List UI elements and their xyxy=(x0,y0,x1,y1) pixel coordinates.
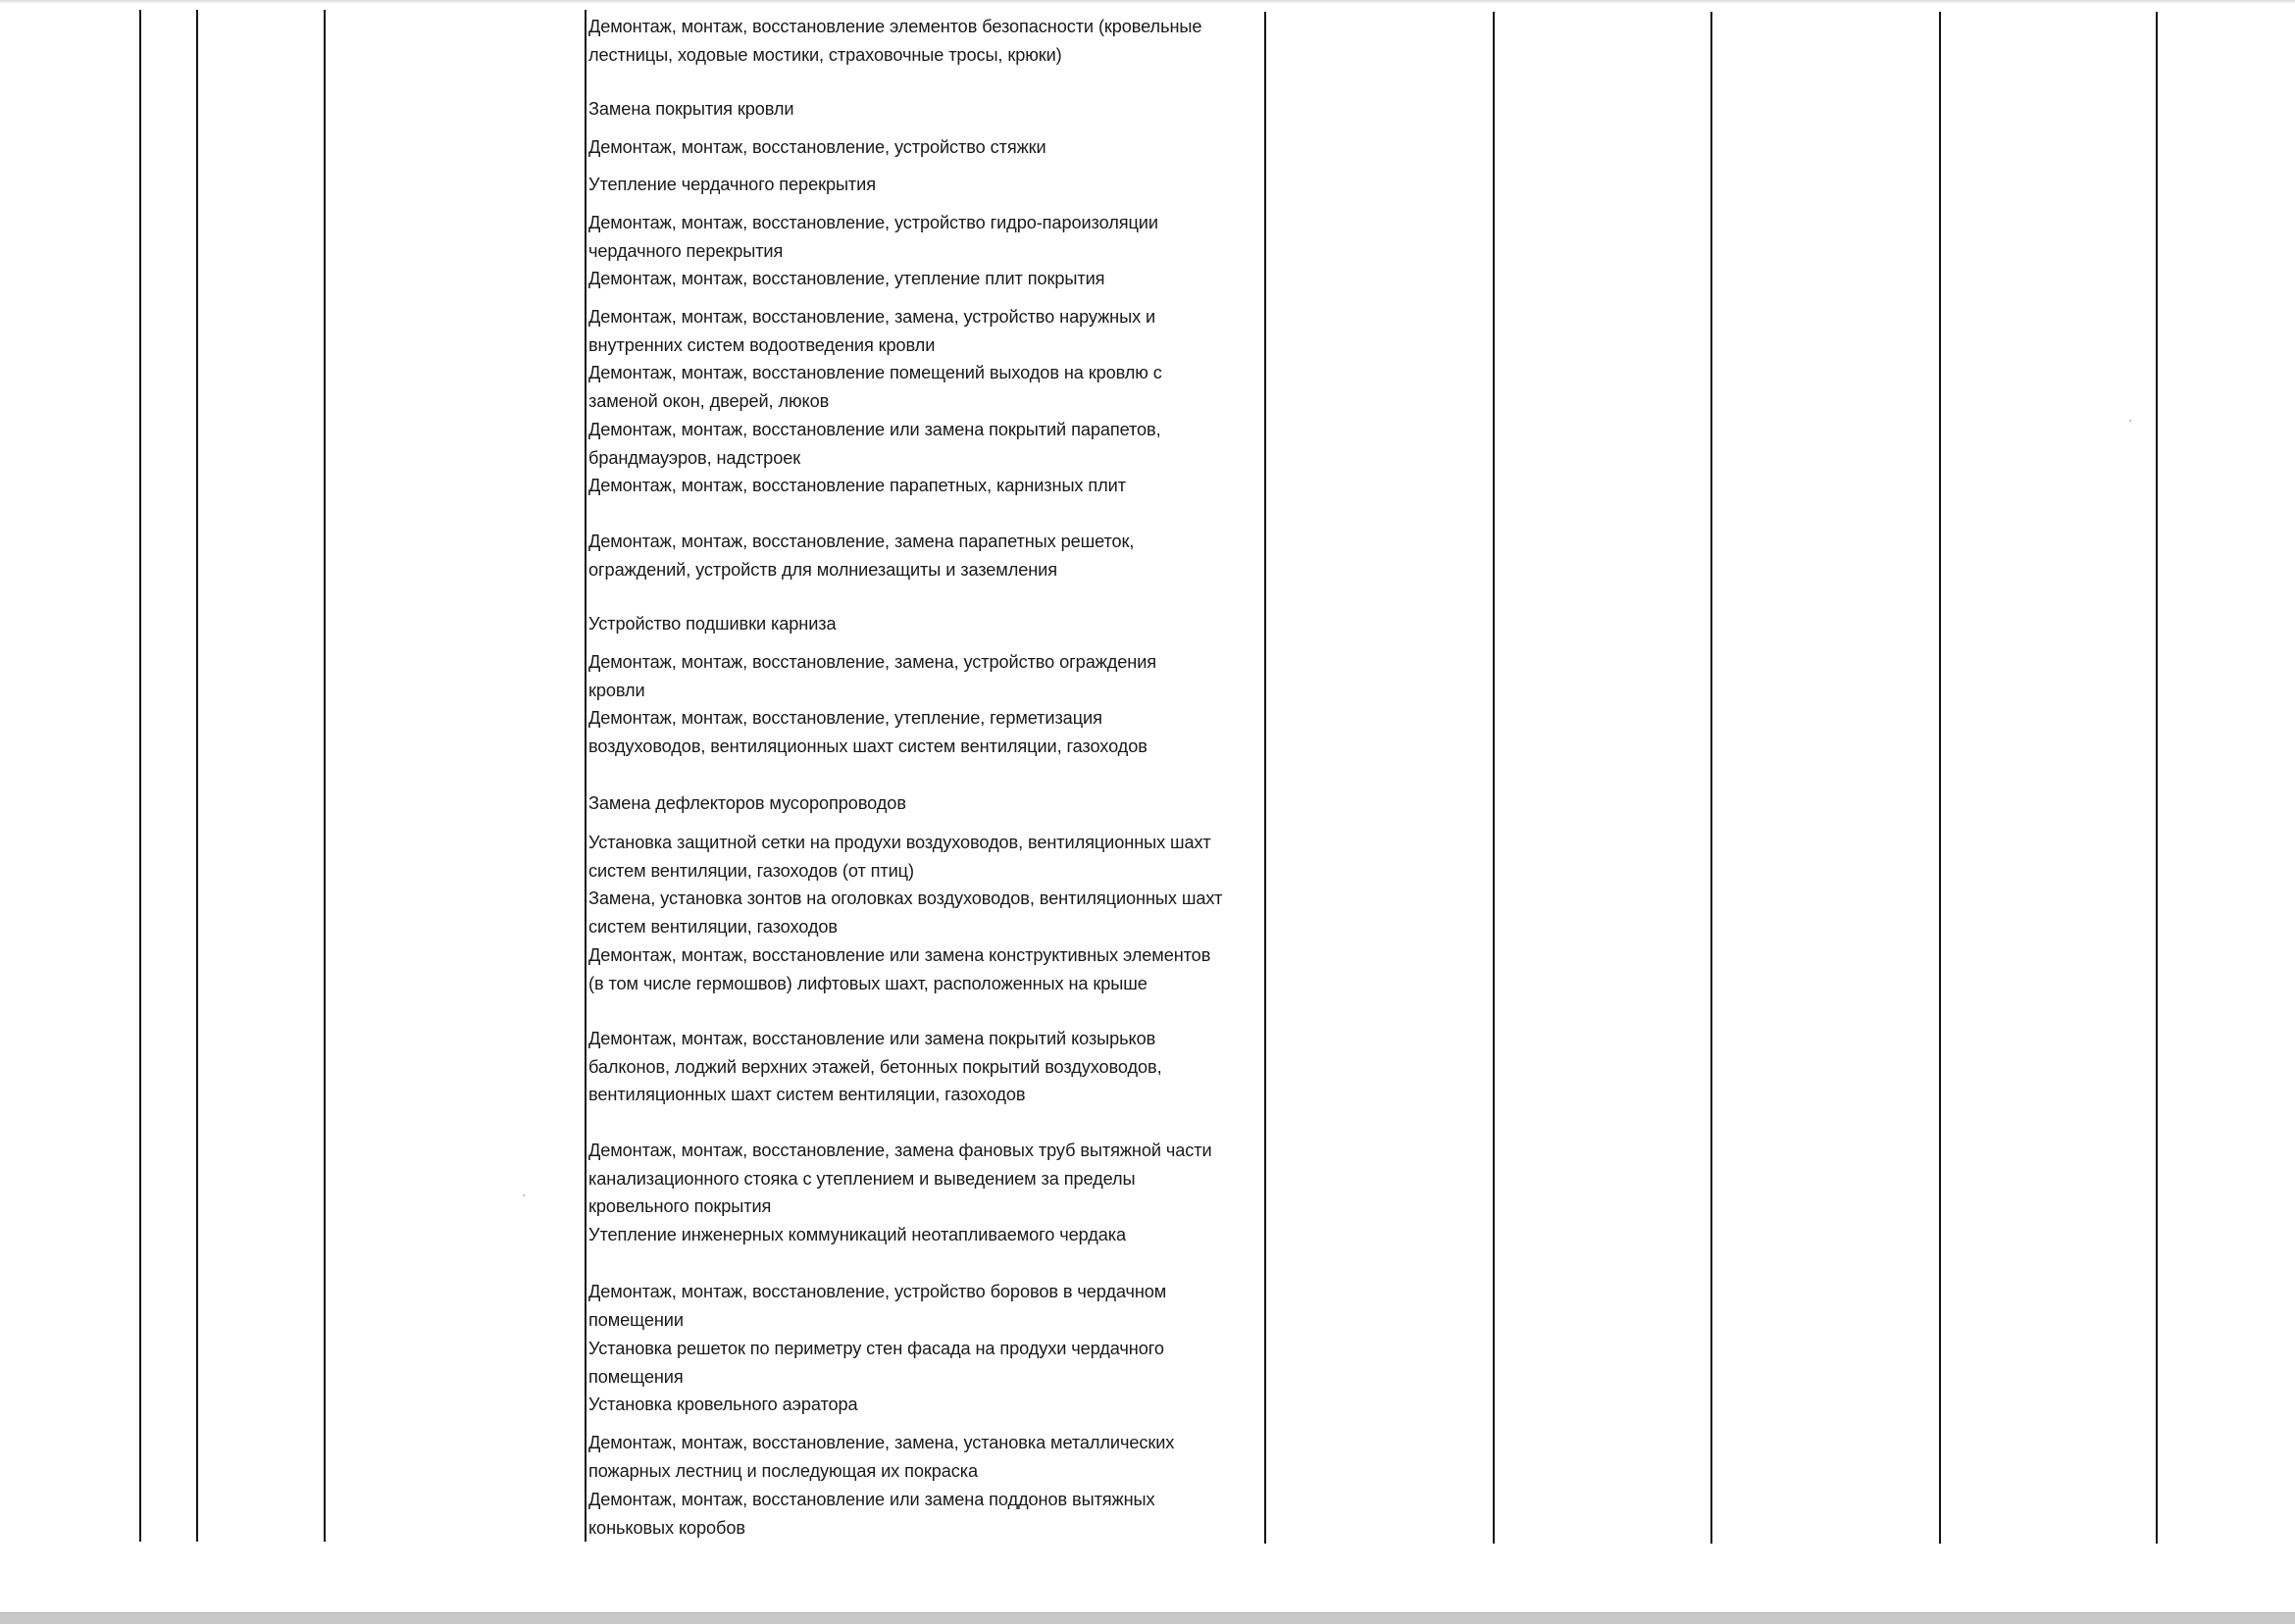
work-item: Демонтаж, монтаж, восстановление, замена парапетных решеток, ограждений, устройств для молниезащиты и заземления xyxy=(588,532,1135,580)
column-rule-4 xyxy=(585,10,586,1542)
column-rule-7 xyxy=(1710,12,1712,1544)
column-rule-8 xyxy=(1939,12,1941,1544)
work-item: Демонтаж, монтаж, восстановление, утепление плит покрытия xyxy=(588,269,1105,288)
work-item: Демонтаж, монтаж, восстановление, замена, устройство наружных и внутренних систем водоотведения кровли xyxy=(588,307,1156,355)
work-item: Демонтаж, монтаж, восстановление или замена поддонов вытяжных коньковых коробов xyxy=(588,1490,1155,1538)
work-item: Устройство подшивки карниза xyxy=(588,614,837,634)
scan-speck xyxy=(2129,420,2131,422)
column-rule-2 xyxy=(196,10,198,1542)
work-item: Демонтаж, монтаж, восстановление, замена фановых труб вытяжной части канализационного стояка с утеплением и выведением за пределы кровельного покрытия xyxy=(588,1141,1212,1216)
work-item: Демонтаж, монтаж, восстановление помещений выходов на кровлю с заменой окон, дверей, люков xyxy=(588,363,1162,411)
scan-speck xyxy=(523,1194,525,1196)
column-rule-1 xyxy=(139,10,141,1542)
work-item: Демонтаж, монтаж, восстановление, устройство гидро-пароизоляции чердачного перекрытия xyxy=(588,213,1158,261)
work-item: Демонтаж, монтаж, восстановление, замена, устройство ограждения кровли xyxy=(588,652,1157,700)
work-item: Демонтаж, монтаж, восстановление или замена покрытий козырьков балконов, лоджий верхних этажей, бетонных покрытий воздуховодов, вентиляционных шахт систем вентиляции, газоходов xyxy=(588,1029,1162,1104)
work-item: Демонтаж, монтаж, восстановление или замена конструктивных элементов (в том числе гермошвов) лифтовых шахт, расположенных на крыше xyxy=(588,945,1211,993)
work-item: Утепление чердачного перекрытия xyxy=(588,175,876,194)
work-item: Установка защитной сетки на продухи воздуховодов, вентиляционных шахт систем вентиляции, газоходов (от птиц) xyxy=(588,833,1211,881)
work-item: Замена дефлекторов мусоропроводов xyxy=(588,793,906,813)
scan-bottom-edge xyxy=(0,1612,2295,1624)
work-item: Демонтаж, монтаж, восстановление, устройство боровов в чердачном помещении xyxy=(588,1282,1167,1330)
column-rule-9 xyxy=(2156,12,2158,1544)
work-item: Демонтаж, монтаж, восстановление или замена покрытий парапетов, брандмауэров, надстроек xyxy=(588,420,1161,468)
work-item: Демонтаж, монтаж, восстановление, утепление, герметизация воздуховодов, вентиляционных шахт систем вентиляции, газоходов xyxy=(588,708,1148,756)
work-item: Замена, установка зонтов на оголовках воздуховодов, вентиляционных шахт систем вентиляции, газоходов xyxy=(588,888,1223,937)
work-item: Демонтаж, монтаж, восстановление, замена, установка металлических пожарных лестниц и последующая их покраска xyxy=(588,1433,1175,1481)
work-item: Утепление инженерных коммуникаций неотапливаемого чердака xyxy=(588,1225,1127,1244)
work-item: Замена покрытия кровли xyxy=(588,99,794,119)
column-rule-6 xyxy=(1493,12,1495,1544)
work-item: Демонтаж, монтаж, восстановление элементов безопасности (кровельные лестницы, ходовые мостики, страховочные тросы, крюки) xyxy=(588,17,1202,65)
column-rule-3 xyxy=(324,10,326,1542)
work-item: Установка решеток по периметру стен фасада на продухи чердачного помещения xyxy=(588,1339,1164,1387)
work-item: Установка кровельного аэратора xyxy=(588,1395,858,1414)
work-item: Демонтаж, монтаж, восстановление парапетных, карнизных плит xyxy=(588,476,1126,495)
work-item: Демонтаж, монтаж, восстановление, устройство стяжки xyxy=(588,137,1046,157)
